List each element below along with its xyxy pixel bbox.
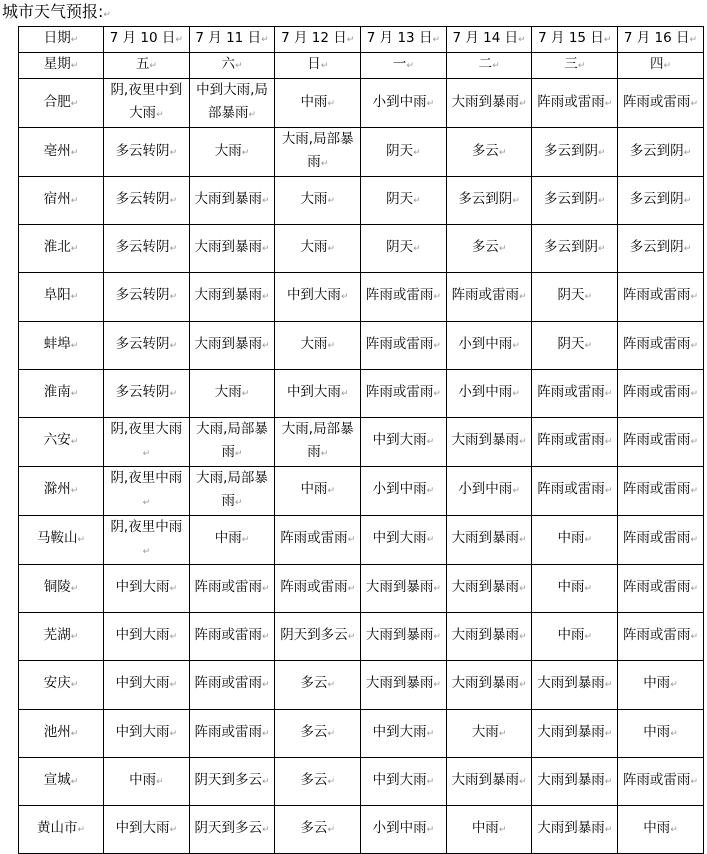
forecast-cell: 中雨 ↵ — [275, 79, 361, 128]
forecast-cell: 阴天 ↵ — [361, 225, 447, 273]
table-row — [19, 177, 704, 225]
forecast-cell: 阵雨或雷雨 ↵ — [618, 321, 704, 369]
forecast-cell: 阵雨或雷雨 ↵ — [275, 564, 361, 612]
forecast-cell: 中到大雨 ↵ — [361, 709, 447, 757]
city-name: 合肥 ↵ — [19, 79, 104, 128]
forecast-cell: 多云转阴 ↵ — [104, 225, 190, 273]
forecast-cell: 多云 ↵ — [446, 225, 532, 273]
forecast-cell: 中到大雨 ↵ — [361, 417, 447, 466]
weekday-header: 三 ↵ — [532, 53, 618, 79]
forecast-cell: 阴,夜里中雨 ↵ — [104, 466, 190, 515]
forecast-cell: 大雨到暴雨 ↵ — [189, 225, 275, 273]
forecast-cell: 大雨 ↵ — [275, 225, 361, 273]
forecast-cell: 阴天 ↵ — [532, 273, 618, 321]
city-name: 宣城 ↵ — [19, 757, 104, 805]
city-name: 六安 ↵ — [19, 417, 104, 466]
forecast-cell: 大雨 ↵ — [189, 128, 275, 177]
weekday-header: 四 ↵ — [618, 53, 704, 79]
forecast-cell: 大雨到暴雨 ↵ — [446, 564, 532, 612]
forecast-cell: 多云到阴 ↵ — [618, 225, 704, 273]
forecast-cell: 阵雨或雷雨 ↵ — [189, 564, 275, 612]
forecast-cell: 大雨,局部暴雨 ↵ — [275, 128, 361, 177]
forecast-cell: 阵雨或雷雨 ↵ — [618, 613, 704, 661]
table-row — [19, 128, 704, 177]
forecast-cell: 小到中雨 ↵ — [361, 79, 447, 128]
forecast-cell: 阴,夜里大雨 ↵ — [104, 417, 190, 466]
city-name: 滁州 ↵ — [19, 466, 104, 515]
forecast-cell: 中雨 ↵ — [532, 613, 618, 661]
forecast-cell: 阵雨或雷雨 ↵ — [618, 757, 704, 805]
forecast-cell: 阴天 ↵ — [532, 321, 618, 369]
forecast-cell: 阵雨或雷雨 ↵ — [618, 466, 704, 515]
city-name: 安庆 ↵ — [19, 661, 104, 709]
city-name: 亳州 ↵ — [19, 128, 104, 177]
forecast-cell: 阴天到多云 ↵ — [275, 613, 361, 661]
forecast-cell: 中雨 ↵ — [532, 515, 618, 564]
forecast-cell: 大雨 ↵ — [275, 321, 361, 369]
date-header: 7 月 14 日 ↵ — [446, 27, 532, 53]
weekday-header: 六 ↵ — [189, 53, 275, 79]
forecast-cell: 大雨 ↵ — [189, 369, 275, 417]
forecast-cell: 大雨到暴雨 ↵ — [532, 661, 618, 709]
date-label: 日期 ↵ — [19, 27, 104, 53]
forecast-cell: 小到中雨 ↵ — [361, 466, 447, 515]
table-row — [19, 757, 704, 805]
table-row — [19, 613, 704, 661]
forecast-cell: 多云转阴 ↵ — [104, 321, 190, 369]
table-row — [19, 515, 704, 564]
forecast-cell: 小到中雨 ↵ — [446, 466, 532, 515]
weekday-header: 日 ↵ — [275, 53, 361, 79]
date-header: 7 月 13 日 ↵ — [361, 27, 447, 53]
forecast-cell: 大雨到暴雨 ↵ — [189, 273, 275, 321]
forecast-cell: 中雨 ↵ — [189, 515, 275, 564]
forecast-cell: 大雨到暴雨 ↵ — [446, 661, 532, 709]
forecast-cell: 多云到阴 ↵ — [446, 177, 532, 225]
city-name: 芜湖 ↵ — [19, 613, 104, 661]
forecast-cell: 阵雨或雷雨 ↵ — [618, 417, 704, 466]
table-row — [19, 273, 704, 321]
table-row — [19, 417, 704, 466]
forecast-cell: 阵雨或雷雨 ↵ — [618, 564, 704, 612]
forecast-cell: 多云 ↵ — [275, 661, 361, 709]
weekday-header: 一 ↵ — [361, 53, 447, 79]
forecast-cell: 中雨 ↵ — [446, 805, 532, 853]
forecast-cell: 中到大雨 ↵ — [104, 661, 190, 709]
city-name: 黄山市 ↵ — [19, 805, 104, 853]
forecast-cell: 大雨 ↵ — [275, 177, 361, 225]
forecast-cell: 多云到阴 ↵ — [618, 128, 704, 177]
forecast-cell: 多云转阴 ↵ — [104, 273, 190, 321]
forecast-cell: 多云 ↵ — [275, 805, 361, 853]
table-row — [19, 564, 704, 612]
date-header: 7 月 10 日 ↵ — [104, 27, 190, 53]
forecast-cell: 小到中雨 ↵ — [446, 321, 532, 369]
forecast-cell: 阵雨或雷雨 ↵ — [189, 709, 275, 757]
weekday-row — [19, 53, 704, 79]
forecast-cell: 大雨到暴雨 ↵ — [189, 177, 275, 225]
forecast-cell: 大雨 ↵ — [446, 709, 532, 757]
forecast-cell: 中到大雨 ↵ — [104, 709, 190, 757]
table-row — [19, 225, 704, 273]
city-name: 马鞍山 ↵ — [19, 515, 104, 564]
forecast-cell: 中到大雨 ↵ — [104, 805, 190, 853]
table-row — [19, 661, 704, 709]
forecast-cell: 大雨,局部暴雨 ↵ — [189, 417, 275, 466]
forecast-cell: 大雨,局部暴雨 ↵ — [189, 466, 275, 515]
forecast-cell: 中雨 ↵ — [532, 564, 618, 612]
forecast-cell: 大雨到暴雨 ↵ — [532, 709, 618, 757]
forecast-cell: 阵雨或雷雨 ↵ — [361, 321, 447, 369]
forecast-cell: 阵雨或雷雨 ↵ — [532, 369, 618, 417]
forecast-cell: 阵雨或雷雨 ↵ — [532, 79, 618, 128]
city-name: 池州 ↵ — [19, 709, 104, 757]
city-name: 铜陵 ↵ — [19, 564, 104, 612]
forecast-cell: 大雨到暴雨 ↵ — [361, 661, 447, 709]
city-name: 阜阳 ↵ — [19, 273, 104, 321]
city-name: 淮北 ↵ — [19, 225, 104, 273]
forecast-cell: 中雨 ↵ — [618, 805, 704, 853]
forecast-cell: 大雨,局部暴雨 ↵ — [275, 417, 361, 466]
forecast-cell: 小到中雨 ↵ — [361, 805, 447, 853]
forecast-cell: 大雨到暴雨 ↵ — [446, 613, 532, 661]
table-row — [19, 321, 704, 369]
forecast-cell: 多云转阴 ↵ — [104, 128, 190, 177]
forecast-cell: 大雨到暴雨 ↵ — [446, 417, 532, 466]
forecast-cell: 阴天 ↵ — [361, 128, 447, 177]
forecast-cell: 多云 ↵ — [446, 128, 532, 177]
forecast-cell: 中到大雨 ↵ — [275, 273, 361, 321]
date-header: 7 月 15 日 ↵ — [532, 27, 618, 53]
date-header: 7 月 12 日 ↵ — [275, 27, 361, 53]
forecast-cell: 多云到阴 ↵ — [532, 177, 618, 225]
weather-forecast-table — [18, 26, 704, 854]
forecast-cell: 多云到阴 ↵ — [532, 128, 618, 177]
forecast-cell: 小到中雨 ↵ — [446, 369, 532, 417]
date-row — [19, 27, 704, 53]
forecast-cell: 中到大雨 ↵ — [361, 515, 447, 564]
forecast-cell: 阵雨或雷雨 ↵ — [189, 613, 275, 661]
forecast-cell: 中到大雨 ↵ — [104, 564, 190, 612]
forecast-cell: 中到大雨 ↵ — [104, 613, 190, 661]
forecast-cell: 中到大雨 ↵ — [275, 369, 361, 417]
forecast-cell: 中雨 ↵ — [275, 466, 361, 515]
forecast-cell: 大雨到暴雨 ↵ — [446, 515, 532, 564]
forecast-cell: 阵雨或雷雨 ↵ — [618, 369, 704, 417]
forecast-cell: 阵雨或雷雨 ↵ — [618, 273, 704, 321]
forecast-cell: 阴,夜里中到大雨 ↵ — [104, 79, 190, 128]
weekday-header: 五 ↵ — [104, 53, 190, 79]
forecast-cell: 阵雨或雷雨 ↵ — [446, 273, 532, 321]
table-row — [19, 466, 704, 515]
forecast-cell: 大雨到暴雨 ↵ — [361, 613, 447, 661]
weekday-header: 二 ↵ — [446, 53, 532, 79]
forecast-cell: 中雨 ↵ — [618, 661, 704, 709]
forecast-cell: 阵雨或雷雨 ↵ — [361, 273, 447, 321]
date-header: 7 月 11 日 ↵ — [189, 27, 275, 53]
forecast-cell: 中到大雨 ↵ — [361, 757, 447, 805]
forecast-cell: 中雨 ↵ — [618, 709, 704, 757]
forecast-cell: 多云转阴 ↵ — [104, 369, 190, 417]
forecast-cell: 大雨到暴雨 ↵ — [361, 564, 447, 612]
date-header: 7 月 16 日 ↵ — [618, 27, 704, 53]
forecast-cell: 阵雨或雷雨 ↵ — [618, 515, 704, 564]
city-name: 蚌埠 ↵ — [19, 321, 104, 369]
forecast-cell: 多云转阴 ↵ — [104, 177, 190, 225]
city-name: 宿州 ↵ — [19, 177, 104, 225]
table-row — [19, 805, 704, 853]
forecast-cell: 大雨到暴雨 ↵ — [532, 757, 618, 805]
table-row — [19, 369, 704, 417]
forecast-cell: 阴,夜里中雨 ↵ — [104, 515, 190, 564]
forecast-cell: 大雨到暴雨 ↵ — [189, 321, 275, 369]
forecast-cell: 大雨到暴雨 ↵ — [446, 757, 532, 805]
page-title: 城市天气预报: ↵ — [2, 2, 111, 25]
forecast-cell: 大雨到暴雨 ↵ — [532, 805, 618, 853]
forecast-cell: 多云到阴 ↵ — [618, 177, 704, 225]
forecast-cell: 阴天到多云 ↵ — [189, 757, 275, 805]
table-row — [19, 709, 704, 757]
forecast-cell: 大雨到暴雨 ↵ — [446, 79, 532, 128]
forecast-cell: 中到大雨,局部暴雨 ↵ — [189, 79, 275, 128]
forecast-cell: 多云 ↵ — [275, 757, 361, 805]
forecast-cell: 阴天 ↵ — [361, 177, 447, 225]
forecast-cell: 多云 ↵ — [275, 709, 361, 757]
forecast-cell: 阵雨或雷雨 ↵ — [189, 661, 275, 709]
forecast-cell: 中雨 ↵ — [104, 757, 190, 805]
forecast-cell: 阵雨或雷雨 ↵ — [532, 466, 618, 515]
forecast-cell: 阵雨或雷雨 ↵ — [275, 515, 361, 564]
weekday-label: 星期 ↵ — [19, 53, 104, 79]
forecast-cell: 阵雨或雷雨 ↵ — [361, 369, 447, 417]
forecast-cell: 阴天到多云 ↵ — [189, 805, 275, 853]
forecast-cell: 阵雨或雷雨 ↵ — [618, 79, 704, 128]
table-row — [19, 79, 704, 128]
forecast-cell: 阵雨或雷雨 ↵ — [532, 417, 618, 466]
forecast-cell: 多云到阴 ↵ — [532, 225, 618, 273]
city-name: 淮南 ↵ — [19, 369, 104, 417]
